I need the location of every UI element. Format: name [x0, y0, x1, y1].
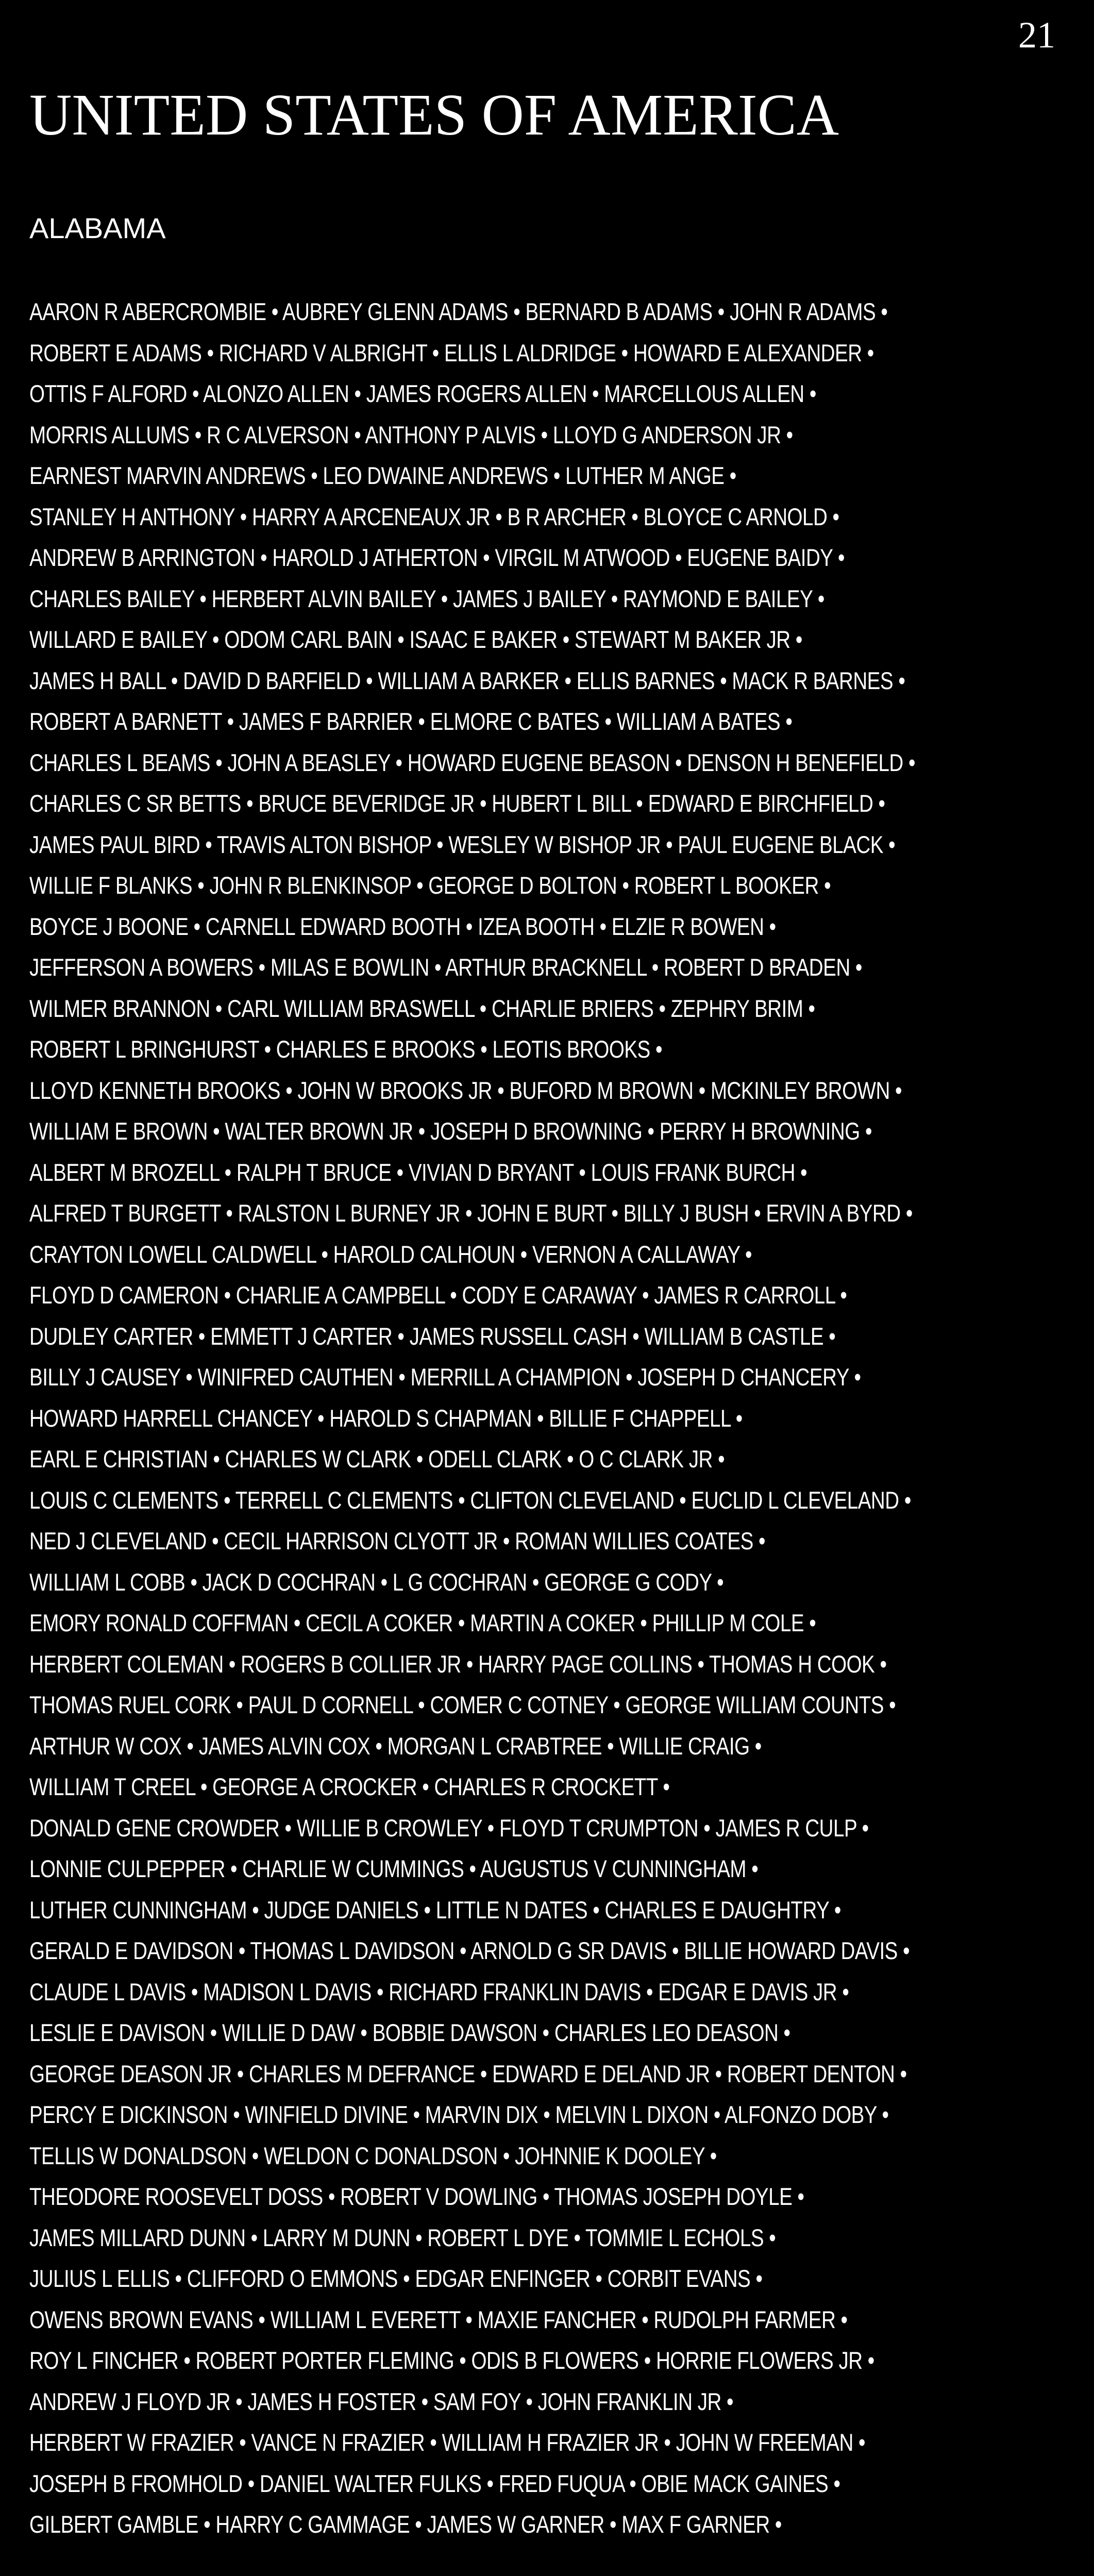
name-line: EMORY RONALD COFFMAN • CECIL A COKER • MARTIN A COKER • PHILLIP M COLE • — [29, 1609, 816, 1636]
name-line: LESLIE E DAVISON • WILLIE D DAW • BOBBIE DAWSON • CHARLES LEO DEASON • — [29, 2019, 790, 2046]
name-line: JAMES MILLARD DUNN • LARRY M DUNN • ROBERT L DYE • TOMMIE L ECHOLS • — [29, 2223, 776, 2251]
name-line: ROY L FINCHER • ROBERT PORTER FLEMING • ODIS B FLOWERS • HORRIE FLOWERS JR • — [29, 2347, 874, 2374]
name-line: JOSEPH B FROMHOLD • DANIEL WALTER FULKS • FRED FUQUA • OBIE MACK GAINES • — [29, 2469, 840, 2497]
name-line: CRAYTON LOWELL CALDWELL • HAROLD CALHOUN • VERNON A CALLAWAY • — [29, 1240, 752, 1268]
name-line: WILLARD E BAILEY • ODOM CARL BAIN • ISAAC E BAKER • STEWART M BAKER JR • — [29, 626, 802, 653]
name-line: OWENS BROWN EVANS • WILLIAM L EVERETT • MAXIE FANCHER • RUDOLPH FARMER • — [29, 2305, 848, 2333]
name-line: CHARLES BAILEY • HERBERT ALVIN BAILEY • JAMES J BAILEY • RAYMOND E BAILEY • — [29, 584, 824, 612]
name-line: LONNIE CULPEPPER • CHARLIE W CUMMINGS • AUGUSTUS V CUNNINGHAM • — [29, 1855, 759, 1882]
name-line: THOMAS RUEL CORK • PAUL D CORNELL • COMER C COTNEY • GEORGE WILLIAM COUNTS • — [29, 1691, 896, 1718]
name-line: JAMES H BALL • DAVID D BARFIELD • WILLIAM A BARKER • ELLIS BARNES • MACK R BARNES • — [29, 666, 905, 694]
name-line: CHARLES L BEAMS • JOHN A BEASLEY • HOWARD EUGENE BEASON • DENSON H BENEFIELD • — [29, 748, 915, 776]
name-line: LOUIS C CLEMENTS • TERRELL C CLEMENTS • CLIFTON CLEVELAND • EUCLID L CLEVELAND • — [29, 1486, 911, 1514]
name-line: STANLEY H ANTHONY • HARRY A ARCENEAUX JR • B R ARCHER • BLOYCE C ARNOLD • — [29, 503, 839, 530]
name-line: DONALD GENE CROWDER • WILLIE B CROWLEY • FLOYD T CRUMPTON • JAMES R CULP • — [29, 1814, 869, 1842]
name-line: GILBERT GAMBLE • HARRY C GAMMAGE • JAMES W GARNER • MAX F GARNER • — [29, 2511, 782, 2538]
name-line: LLOYD KENNETH BROOKS • JOHN W BROOKS JR • BUFORD M BROWN • MCKINLEY BROWN • — [29, 1076, 902, 1104]
name-line: WILLIE F BLANKS • JOHN R BLENKINSOP • GEORGE D BOLTON • ROBERT L BOOKER • — [29, 872, 831, 899]
name-line: ROBERT E ADAMS • RICHARD V ALBRIGHT • ELLIS L ALDRIDGE • HOWARD E ALEXANDER • — [29, 339, 874, 366]
name-line: HOWARD HARRELL CHANCEY • HAROLD S CHAPMAN • BILLIE F CHAPPELL • — [29, 1404, 743, 1432]
country-title: UNITED STATES OF AMERICA — [29, 82, 839, 147]
name-line: CLAUDE L DAVIS • MADISON L DAVIS • RICHARD FRANKLIN DAVIS • EDGAR E DAVIS JR • — [29, 1978, 849, 2005]
name-line: WILLIAM T CREEL • GEORGE A CROCKER • CHARLES R CROCKETT • — [29, 1773, 670, 1800]
name-line: WILMER BRANNON • CARL WILLIAM BRASWELL • CHARLIE BRIERS • ZEPHRY BRIM • — [29, 994, 815, 1022]
name-line: TELLIS W DONALDSON • WELDON C DONALDSON • JOHNNIE K DOOLEY • — [29, 2142, 717, 2169]
name-line: ROBERT A BARNETT • JAMES F BARRIER • ELMORE C BATES • WILLIAM A BATES • — [29, 708, 793, 735]
name-line: LUTHER CUNNINGHAM • JUDGE DANIELS • LITTLE N DATES • CHARLES E DAUGHTRY • — [29, 1896, 841, 1923]
name-line: GERALD E DAVIDSON • THOMAS L DAVIDSON • ARNOLD G SR DAVIS • BILLIE HOWARD DAVIS • — [29, 1937, 910, 1964]
page-number: 21 — [1018, 14, 1055, 56]
name-line: ANDREW J FLOYD JR • JAMES H FOSTER • SAM FOY • JOHN FRANKLIN JR • — [29, 2387, 734, 2415]
name-line: JULIUS L ELLIS • CLIFFORD O EMMONS • EDGAR ENFINGER • CORBIT EVANS • — [29, 2265, 763, 2292]
name-line: PERCY E DICKINSON • WINFIELD DIVINE • MARVIN DIX • MELVIN L DIXON • ALFONZO DOBY • — [29, 2101, 889, 2128]
name-line: EARL E CHRISTIAN • CHARLES W CLARK • ODELL CLARK • O C CLARK JR • — [29, 1445, 725, 1473]
state-heading: ALABAMA — [29, 212, 166, 244]
name-line: EARNEST MARVIN ANDREWS • LEO DWAINE ANDREWS • LUTHER M ANGE • — [29, 462, 736, 489]
name-line: OTTIS F ALFORD • ALONZO ALLEN • JAMES ROGERS ALLEN • MARCELLOUS ALLEN • — [29, 380, 816, 407]
name-line: ROBERT L BRINGHURST • CHARLES E BROOKS • LEOTIS BROOKS • — [29, 1035, 662, 1063]
name-line: THEODORE ROOSEVELT DOSS • ROBERT V DOWLING • THOMAS JOSEPH DOYLE • — [29, 2183, 804, 2210]
name-line: WILLIAM E BROWN • WALTER BROWN JR • JOSEPH D BROWNING • PERRY H BROWNING • — [29, 1117, 872, 1145]
name-line: MORRIS ALLUMS • R C ALVERSON • ANTHONY P ALVIS • LLOYD G ANDERSON JR • — [29, 421, 793, 448]
name-line: WILLIAM L COBB • JACK D COCHRAN • L G COCHRAN • GEORGE G CODY • — [29, 1568, 724, 1596]
name-line: AARON R ABERCROMBIE • AUBREY GLENN ADAMS • BERNARD B ADAMS • JOHN R ADAMS • — [29, 298, 888, 325]
name-line: GEORGE DEASON JR • CHARLES M DEFRANCE • EDWARD E DELAND JR • ROBERT DENTON • — [29, 2060, 907, 2087]
name-line: ALFRED T BURGETT • RALSTON L BURNEY JR • JOHN E BURT • BILLY J BUSH • ERVIN A BYRD • — [29, 1199, 913, 1227]
name-line: BILLY J CAUSEY • WINIFRED CAUTHEN • MERRILL A CHAMPION • JOSEPH D CHANCERY • — [29, 1363, 861, 1391]
name-line: JEFFERSON A BOWERS • MILAS E BOWLIN • ARTHUR BRACKNELL • ROBERT D BRADEN • — [29, 954, 862, 981]
name-line: HERBERT W FRAZIER • VANCE N FRAZIER • WILLIAM H FRAZIER JR • JOHN W FREEMAN • — [29, 2429, 866, 2456]
name-line: ARTHUR W COX • JAMES ALVIN COX • MORGAN L CRABTREE • WILLIE CRAIG • — [29, 1732, 762, 1760]
name-line: NED J CLEVELAND • CECIL HARRISON CLYOTT JR • ROMAN WILLIES COATES • — [29, 1527, 766, 1554]
name-line: HERBERT COLEMAN • ROGERS B COLLIER JR • HARRY PAGE COLLINS • THOMAS H COOK • — [29, 1650, 887, 1678]
name-line: DUDLEY CARTER • EMMETT J CARTER • JAMES RUSSELL CASH • WILLIAM B CASTLE • — [29, 1322, 836, 1350]
name-line: CHARLES C SR BETTS • BRUCE BEVERIDGE JR • HUBERT L BILL • EDWARD E BIRCHFIELD • — [29, 790, 885, 817]
name-line: ALBERT M BROZELL • RALPH T BRUCE • VIVIAN D BRYANT • LOUIS FRANK BURCH • — [29, 1158, 807, 1186]
name-line: FLOYD D CAMERON • CHARLIE A CAMPBELL • CODY E CARAWAY • JAMES R CARROLL • — [29, 1281, 847, 1309]
names-list — [29, 291, 1081, 2545]
name-line: BOYCE J BOONE • CARNELL EDWARD BOOTH • IZEA BOOTH • ELZIE R BOWEN • — [29, 912, 776, 940]
name-line: ANDREW B ARRINGTON • HAROLD J ATHERTON • VIRGIL M ATWOOD • EUGENE BAIDY • — [29, 544, 845, 571]
name-line: JAMES PAUL BIRD • TRAVIS ALTON BISHOP • WESLEY W BISHOP JR • PAUL EUGENE BLACK • — [29, 830, 896, 858]
